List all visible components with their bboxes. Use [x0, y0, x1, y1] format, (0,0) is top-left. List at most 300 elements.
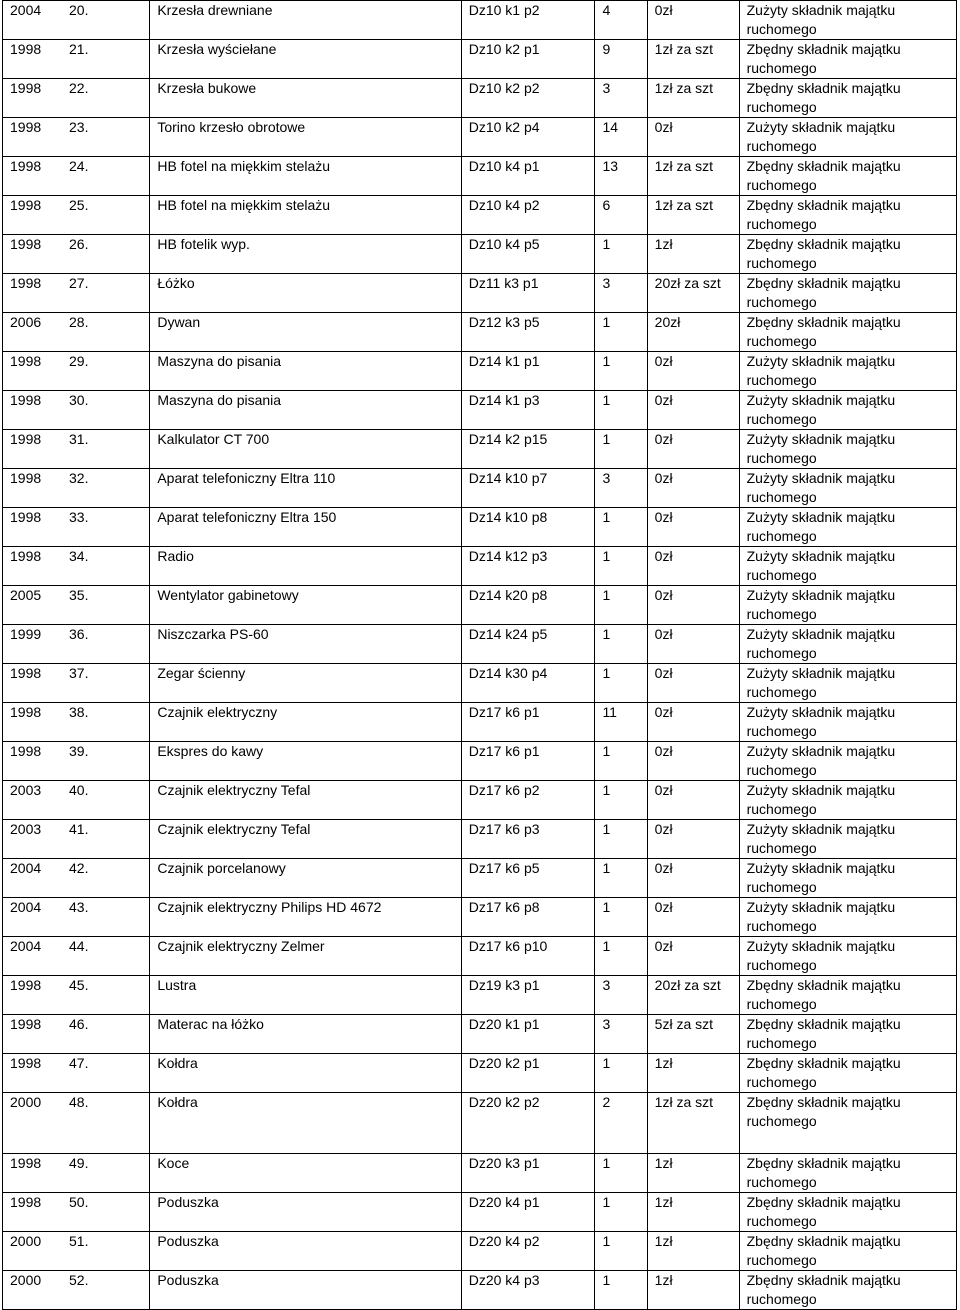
item-quantity-cell [595, 742, 647, 781]
item-price: 0zł [654, 938, 673, 954]
year-number-cell [3, 1193, 150, 1232]
item-number: 41. [69, 821, 89, 837]
item-quantity: 1 [602, 899, 611, 915]
table-row [3, 703, 957, 742]
item-name: Czajnik elektryczny Philips HD 4672 [157, 899, 382, 915]
item-status-cell [739, 976, 956, 1015]
item-quantity: 1 [602, 821, 611, 837]
item-status: Zbędny składnik majątku [746, 1233, 901, 1249]
item-status: Zużyty składnik majątku [746, 2, 896, 18]
item-signature: Dz17 k6 p10 [468, 938, 548, 954]
year-cell: 1998 [10, 197, 42, 213]
item-price: 0zł [654, 509, 673, 525]
item-quantity-cell [595, 40, 647, 79]
item-price: 1zł za szt [654, 158, 714, 174]
item-status-cell [739, 79, 956, 118]
item-status-cell [739, 820, 956, 859]
item-price-cell [647, 664, 739, 703]
year-number-cell [3, 196, 150, 235]
item-number: 29. [69, 353, 89, 369]
item-signature: Dz20 k2 p1 [468, 1055, 540, 1071]
year-number-cell [3, 157, 150, 196]
item-status-continued: ruchomego [746, 333, 817, 349]
item-quantity-cell [595, 352, 647, 391]
item-signature-cell [461, 157, 595, 196]
item-signature-cell [461, 469, 595, 508]
item-status-cell [739, 664, 956, 703]
item-name-cell [150, 1, 461, 40]
item-quantity: 3 [602, 1016, 611, 1032]
item-price-cell [647, 859, 739, 898]
item-quantity-cell [595, 196, 647, 235]
item-status: Zbędny składnik majątku [746, 1155, 901, 1171]
item-signature: Dz20 k4 p3 [468, 1272, 540, 1288]
item-status-cell [739, 391, 956, 430]
table-row [3, 1193, 957, 1232]
item-status-continued: ruchomego [746, 996, 817, 1012]
item-name-cell [150, 1154, 461, 1193]
item-quantity: 1 [602, 1233, 611, 1249]
item-price: 0zł [654, 548, 673, 564]
year-cell: 1998 [10, 548, 42, 564]
table-row [3, 1, 957, 40]
item-status-continued: ruchomego [746, 1291, 817, 1307]
item-price: 0zł [654, 899, 673, 915]
item-price-cell [647, 430, 739, 469]
item-price: 0zł [654, 587, 673, 603]
item-status-cell [739, 1093, 956, 1154]
item-quantity-cell [595, 976, 647, 1015]
item-price-cell [647, 235, 739, 274]
item-status: Zbędny składnik majątku [746, 41, 901, 57]
year-cell: 1999 [10, 626, 42, 642]
item-status-cell [739, 742, 956, 781]
item-status: Zużyty składnik majątku [746, 821, 896, 837]
item-number: 46. [69, 1016, 89, 1032]
item-name-cell [150, 820, 461, 859]
year-cell: 2000 [10, 1094, 42, 1110]
item-quantity-cell [595, 1, 647, 40]
item-status-cell [739, 1154, 956, 1193]
item-quantity-cell [595, 157, 647, 196]
year-cell: 2003 [10, 782, 42, 798]
item-name: Aparat telefoniczny Eltra 110 [157, 470, 336, 486]
item-signature-cell [461, 859, 595, 898]
year-cell: 1998 [10, 509, 42, 525]
item-name: Kalkulator CT 700 [157, 431, 270, 447]
item-number: 51. [69, 1233, 89, 1249]
item-status-continued: ruchomego [746, 957, 817, 973]
year-number-cell [3, 1271, 150, 1310]
item-status-cell [739, 547, 956, 586]
inventory-table [2, 0, 957, 1310]
item-price: 1zł [654, 1272, 673, 1288]
item-status-continued: ruchomego [746, 567, 817, 583]
item-quantity: 1 [602, 860, 611, 876]
year-cell: 1998 [10, 665, 42, 681]
item-quantity-cell [595, 547, 647, 586]
item-status-continued: ruchomego [746, 177, 817, 193]
item-number: 26. [69, 236, 89, 252]
item-signature-cell [461, 1054, 595, 1093]
year-number-cell [3, 508, 150, 547]
item-quantity: 3 [602, 275, 611, 291]
item-signature-cell [461, 1154, 595, 1193]
year-number-cell [3, 742, 150, 781]
item-status-cell [739, 1193, 956, 1232]
item-number: 20. [69, 2, 89, 18]
item-name-cell [150, 703, 461, 742]
year-number-cell [3, 1232, 150, 1271]
item-status-cell [739, 196, 956, 235]
item-quantity-cell [595, 274, 647, 313]
item-quantity: 1 [602, 1272, 611, 1288]
item-name-cell [150, 742, 461, 781]
item-status-cell [739, 859, 956, 898]
item-status-cell [739, 313, 956, 352]
item-name-cell [150, 976, 461, 1015]
year-cell: 1998 [10, 470, 42, 486]
item-name-cell [150, 313, 461, 352]
item-status-cell [739, 118, 956, 157]
item-quantity-cell [595, 1015, 647, 1054]
item-status: Zużyty składnik majątku [746, 782, 896, 798]
item-name-cell [150, 664, 461, 703]
item-quantity-cell [595, 937, 647, 976]
table-row [3, 274, 957, 313]
item-status-cell [739, 625, 956, 664]
item-status-continued: ruchomego [746, 879, 817, 895]
item-status: Zbędny składnik majątku [746, 1194, 901, 1210]
table-row [3, 742, 957, 781]
year-cell: 1998 [10, 1194, 42, 1210]
item-signature: Dz10 k4 p5 [468, 236, 540, 252]
item-signature: Dz17 k6 p3 [468, 821, 540, 837]
item-name: Dywan [157, 314, 201, 330]
item-price: 0zł [654, 470, 673, 486]
item-number: 52. [69, 1272, 89, 1288]
year-cell: 1998 [10, 1016, 42, 1032]
item-price-cell [647, 1, 739, 40]
item-price-cell [647, 586, 739, 625]
year-cell: 2004 [10, 860, 42, 876]
item-price: 1zł [654, 1194, 673, 1210]
item-status-continued: ruchomego [746, 762, 817, 778]
item-name-cell [150, 547, 461, 586]
year-cell: 1998 [10, 80, 42, 96]
item-name: HB fotel na miękkim stelażu [157, 197, 331, 213]
item-signature: Dz17 k6 p1 [468, 743, 540, 759]
table-row [3, 430, 957, 469]
item-number: 32. [69, 470, 89, 486]
item-status-cell [739, 508, 956, 547]
table-row [3, 1015, 957, 1054]
item-status-cell [739, 586, 956, 625]
year-cell: 2004 [10, 2, 42, 18]
item-quantity: 1 [602, 626, 611, 642]
year-number-cell [3, 703, 150, 742]
table-row [3, 1154, 957, 1193]
item-price-cell [647, 1271, 739, 1310]
table-row [3, 196, 957, 235]
item-quantity: 1 [602, 548, 611, 564]
item-status: Zużyty składnik majątku [746, 626, 896, 642]
table-row [3, 1093, 957, 1154]
item-price-cell [647, 391, 739, 430]
item-signature-cell [461, 703, 595, 742]
item-name-cell [150, 391, 461, 430]
item-quantity: 1 [602, 1155, 611, 1171]
item-name-cell [150, 235, 461, 274]
year-number-cell [3, 1054, 150, 1093]
item-name: Torino krzesło obrotowe [157, 119, 306, 135]
year-number-cell [3, 859, 150, 898]
year-cell: 1998 [10, 158, 42, 174]
item-status: Zbędny składnik majątku [746, 1094, 901, 1110]
table-row [3, 586, 957, 625]
item-name-cell [150, 1093, 461, 1154]
item-price: 0zł [654, 431, 673, 447]
item-name-cell [150, 79, 461, 118]
item-name: Czajnik elektryczny Tefal [157, 821, 311, 837]
item-quantity-cell [595, 1232, 647, 1271]
item-number: 50. [69, 1194, 89, 1210]
table-row [3, 1271, 957, 1310]
item-price-cell [647, 352, 739, 391]
item-quantity-cell [595, 391, 647, 430]
year-number-cell [3, 40, 150, 79]
item-quantity-cell [595, 898, 647, 937]
item-price: 0zł [654, 704, 673, 720]
item-price-cell [647, 508, 739, 547]
item-signature: Dz14 k24 p5 [468, 626, 548, 642]
year-cell: 1998 [10, 41, 42, 57]
item-quantity-cell [595, 586, 647, 625]
item-name-cell [150, 898, 461, 937]
item-name-cell [150, 157, 461, 196]
item-signature: Dz10 k2 p2 [468, 80, 540, 96]
item-status-cell [739, 1232, 956, 1271]
item-signature: Dz11 k3 p1 [468, 275, 539, 291]
item-number: 34. [69, 548, 89, 564]
item-number: 40. [69, 782, 89, 798]
item-signature: Dz12 k3 p5 [468, 314, 540, 330]
item-price: 0zł [654, 626, 673, 642]
item-name: Zegar ścienny [157, 665, 246, 681]
item-name-cell [150, 859, 461, 898]
item-status: Zbędny składnik majątku [746, 314, 901, 330]
item-signature-cell [461, 430, 595, 469]
item-signature-cell [461, 352, 595, 391]
year-cell: 2003 [10, 821, 42, 837]
item-price: 1zł [654, 1055, 673, 1071]
item-signature-cell [461, 742, 595, 781]
year-cell: 2006 [10, 314, 42, 330]
item-number: 49. [69, 1155, 89, 1171]
year-number-cell [3, 1154, 150, 1193]
item-quantity: 1 [602, 431, 611, 447]
item-signature: Dz10 k4 p1 [468, 158, 540, 174]
item-signature: Dz20 k3 p1 [468, 1155, 540, 1171]
item-number: 31. [69, 431, 89, 447]
year-number-cell [3, 1015, 150, 1054]
item-signature-cell [461, 1271, 595, 1310]
item-signature-cell [461, 1, 595, 40]
item-status-cell [739, 430, 956, 469]
item-name: Materac na łóżko [157, 1016, 264, 1032]
item-price: 0zł [654, 782, 673, 798]
year-number-cell [3, 391, 150, 430]
item-quantity-cell [595, 469, 647, 508]
item-price-cell [647, 1054, 739, 1093]
item-status-continued: ruchomego [746, 645, 817, 661]
item-price-cell [647, 1093, 739, 1154]
item-price-cell [647, 703, 739, 742]
item-price: 1zł [654, 1233, 673, 1249]
year-number-cell [3, 625, 150, 664]
item-status-continued: ruchomego [746, 21, 817, 37]
item-quantity-cell [595, 235, 647, 274]
item-status-continued: ruchomego [746, 801, 817, 817]
table-row [3, 469, 957, 508]
item-quantity: 1 [602, 782, 611, 798]
year-number-cell [3, 898, 150, 937]
item-signature: Dz17 k6 p1 [468, 704, 540, 720]
item-status: Zbędny składnik majątku [746, 275, 901, 291]
table-row [3, 235, 957, 274]
table-row [3, 781, 957, 820]
item-status: Zużyty składnik majątku [746, 392, 896, 408]
item-name-cell [150, 274, 461, 313]
item-status-cell [739, 274, 956, 313]
item-name: Czajnik elektryczny Zelmer [157, 938, 325, 954]
year-number-cell [3, 352, 150, 391]
item-quantity-cell [595, 820, 647, 859]
item-quantity: 3 [602, 80, 611, 96]
item-name: Czajnik porcelanowy [157, 860, 286, 876]
item-quantity: 1 [602, 509, 611, 525]
item-status: Zbędny składnik majątku [746, 80, 901, 96]
year-number-cell [3, 1093, 150, 1154]
item-name-cell [150, 1193, 461, 1232]
item-name: Kołdra [157, 1094, 198, 1110]
item-price-cell [647, 781, 739, 820]
item-price-cell [647, 274, 739, 313]
year-cell: 1998 [10, 1155, 42, 1171]
item-signature-cell [461, 625, 595, 664]
item-status-continued: ruchomego [746, 1252, 817, 1268]
item-status-continued: ruchomego [746, 489, 817, 505]
item-signature: Dz14 k30 p4 [468, 665, 548, 681]
item-number: 30. [69, 392, 89, 408]
item-status-continued: ruchomego [746, 1113, 817, 1129]
table-row [3, 898, 957, 937]
item-status-continued: ruchomego [746, 1035, 817, 1051]
year-number-cell [3, 313, 150, 352]
item-status-cell [739, 469, 956, 508]
item-name-cell [150, 1271, 461, 1310]
item-name-cell [150, 40, 461, 79]
item-name-cell [150, 1054, 461, 1093]
table-row [3, 859, 957, 898]
item-status-continued: ruchomego [746, 1174, 817, 1190]
item-signature-cell [461, 313, 595, 352]
item-signature: Dz10 k2 p1 [468, 41, 540, 57]
item-name: Krzesła bukowe [157, 80, 257, 96]
item-status-cell [739, 352, 956, 391]
item-status: Zbędny składnik majątku [746, 158, 901, 174]
item-status-continued: ruchomego [746, 723, 817, 739]
item-name: Wentylator gabinetowy [157, 587, 299, 603]
item-status-cell [739, 1271, 956, 1310]
item-number: 38. [69, 704, 89, 720]
table-row [3, 1232, 957, 1271]
item-quantity: 4 [602, 2, 611, 18]
item-signature: Dz14 k10 p8 [468, 509, 548, 525]
item-status-cell [739, 937, 956, 976]
item-price: 1zł za szt [654, 80, 714, 96]
item-status-continued: ruchomego [746, 1074, 817, 1090]
item-name-cell [150, 586, 461, 625]
item-signature-cell [461, 196, 595, 235]
table-row [3, 391, 957, 430]
year-number-cell [3, 274, 150, 313]
item-signature: Dz10 k4 p2 [468, 197, 540, 213]
item-signature-cell [461, 391, 595, 430]
item-name: Łóżko [157, 275, 195, 291]
year-number-cell [3, 781, 150, 820]
year-cell: 2004 [10, 938, 42, 954]
item-name-cell [150, 1015, 461, 1054]
item-name: Krzesła wyściełane [157, 41, 277, 57]
item-price: 0zł [654, 821, 673, 837]
year-cell: 1998 [10, 119, 42, 135]
item-status: Zużyty składnik majątku [746, 704, 896, 720]
year-cell: 1998 [10, 275, 42, 291]
item-signature: Dz20 k4 p2 [468, 1233, 540, 1249]
item-name: Poduszka [157, 1233, 219, 1249]
item-signature-cell [461, 118, 595, 157]
item-quantity: 9 [602, 41, 611, 57]
item-price: 0zł [654, 392, 673, 408]
item-signature-cell [461, 79, 595, 118]
item-signature-cell [461, 235, 595, 274]
item-quantity-cell [595, 1093, 647, 1154]
item-price: 0zł [654, 2, 673, 18]
item-signature-cell [461, 508, 595, 547]
item-price: 5zł za szt [654, 1016, 714, 1032]
item-signature: Dz20 k1 p1 [468, 1016, 540, 1032]
item-status-cell [739, 40, 956, 79]
item-signature-cell [461, 937, 595, 976]
item-price-cell [647, 196, 739, 235]
year-cell: 1998 [10, 431, 42, 447]
item-status: Zużyty składnik majątku [746, 743, 896, 759]
item-name: Ekspres do kawy [157, 743, 264, 759]
item-status-cell [739, 703, 956, 742]
item-quantity: 1 [602, 1055, 611, 1071]
item-name: HB fotelik wyp. [157, 236, 250, 252]
item-price: 1zł [654, 1155, 673, 1171]
item-name-cell [150, 430, 461, 469]
item-status-continued: ruchomego [746, 528, 817, 544]
item-status: Zbędny składnik majątku [746, 977, 901, 993]
item-status-continued: ruchomego [746, 99, 817, 115]
item-name: Radio [157, 548, 194, 564]
item-name: Koce [157, 1155, 190, 1171]
item-price-cell [647, 976, 739, 1015]
item-status-cell [739, 157, 956, 196]
